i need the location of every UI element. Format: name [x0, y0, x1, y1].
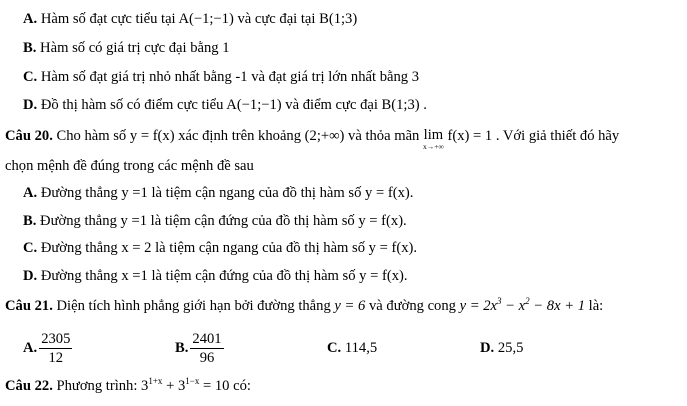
limit-word: lim: [423, 127, 444, 143]
option-text: Hàm số có giá trị cực đại bằng 1: [40, 40, 230, 56]
question-text: Cho hàm số y = f(x) xác định trên khoảng (2;+∞) và thỏa mãn: [56, 128, 423, 144]
q20-stem-line2: chọn mệnh đề đúng trong các mệnh đề sau: [5, 158, 254, 174]
limit-subscript: x→+∞: [423, 142, 444, 151]
option-label: C.: [23, 69, 38, 85]
q21-option-a: [23, 327, 74, 369]
limit-expression: [423, 127, 444, 151]
question-number: Câu 20.: [5, 128, 53, 144]
option-label: A.: [23, 11, 38, 27]
exponent: 1+x: [148, 376, 163, 386]
option-label: C.: [23, 240, 38, 256]
question-text-mid: và đường cong: [365, 298, 460, 314]
question-number: Câu 22.: [5, 378, 53, 394]
option-label: D.: [23, 97, 38, 113]
fraction-denominator: 96: [199, 349, 215, 366]
fraction-numerator: 2401: [192, 330, 222, 347]
q22-stem: [5, 377, 251, 395]
limit-value: f(x) = 1: [443, 128, 493, 144]
option-label: B.: [23, 40, 37, 56]
q21-stem: [5, 297, 603, 315]
equation-mid: + 3: [162, 378, 186, 394]
option-label: A.: [23, 185, 38, 201]
option-label: A.: [23, 339, 38, 356]
fraction: [39, 330, 72, 367]
option-label: B.: [175, 339, 189, 356]
q21-option-d: [480, 327, 523, 369]
q19-option-b: [23, 39, 230, 57]
fraction-numerator: 2305: [41, 330, 71, 347]
option-label: B.: [23, 213, 37, 229]
equation-line: y = 6: [334, 298, 366, 314]
option-label: C.: [327, 339, 342, 356]
option-text: Đường thẳng x =1 là tiệm cận đứng của đồ thị hàm số y = f(x).: [40, 268, 408, 284]
question-text-end: là:: [585, 298, 604, 314]
option-text: 25,5: [497, 339, 524, 356]
question-text-end: . Với giả thiết đó hãy: [492, 128, 620, 144]
q20-option-a: [23, 184, 413, 202]
equation-curve: $y = 2x^3 - x^2 - 8x + 1$: [459, 296, 585, 314]
q19-option-c: [23, 68, 419, 86]
q20-option-c: [23, 239, 417, 257]
option-text: Hàm số đạt giá trị nhỏ nhất bằng -1 và đạt giá trị lớn nhất bằng 3: [40, 69, 420, 85]
q20-option-d: [23, 267, 408, 285]
exponent: 1−x: [185, 376, 200, 386]
q21-option-b: [175, 327, 226, 369]
equation-rhs: = 10: [199, 378, 230, 394]
question-text-end: có:: [229, 378, 251, 394]
q20-stem: [5, 127, 619, 151]
q19-option-d: [23, 96, 427, 114]
option-text: 114,5: [344, 339, 378, 356]
fraction: [190, 330, 223, 367]
q21-option-c: [327, 327, 377, 369]
option-text: Hàm số đạt cực tiểu tại A(−1;−1) và cực đại tại B(1;3): [40, 11, 358, 27]
question-text: Diện tích hình phẳng giới hạn bởi đường thẳng: [56, 298, 335, 314]
option-text: Đồ thị hàm số có điểm cực tiểu A(−1;−1) và điểm cực đại B(1;3) .: [40, 97, 427, 113]
q20-option-b: [23, 212, 407, 230]
option-text: Đường thẳng y =1 là tiệm cận đứng của đồ thị hàm số y = f(x).: [40, 213, 407, 229]
question-text: Phương trình: 3: [56, 378, 149, 394]
option-label: D.: [480, 339, 495, 356]
q19-option-a: [23, 10, 357, 28]
option-text: Đường thẳng x = 2 là tiệm cận ngang của đồ thị hàm số y = f(x).: [40, 240, 418, 256]
fraction-denominator: 12: [48, 349, 64, 366]
option-text: Đường thẳng y =1 là tiệm cận ngang của đồ thị hàm số y = f(x).: [40, 185, 414, 201]
question-number: Câu 21.: [5, 298, 53, 314]
option-label: D.: [23, 268, 38, 284]
